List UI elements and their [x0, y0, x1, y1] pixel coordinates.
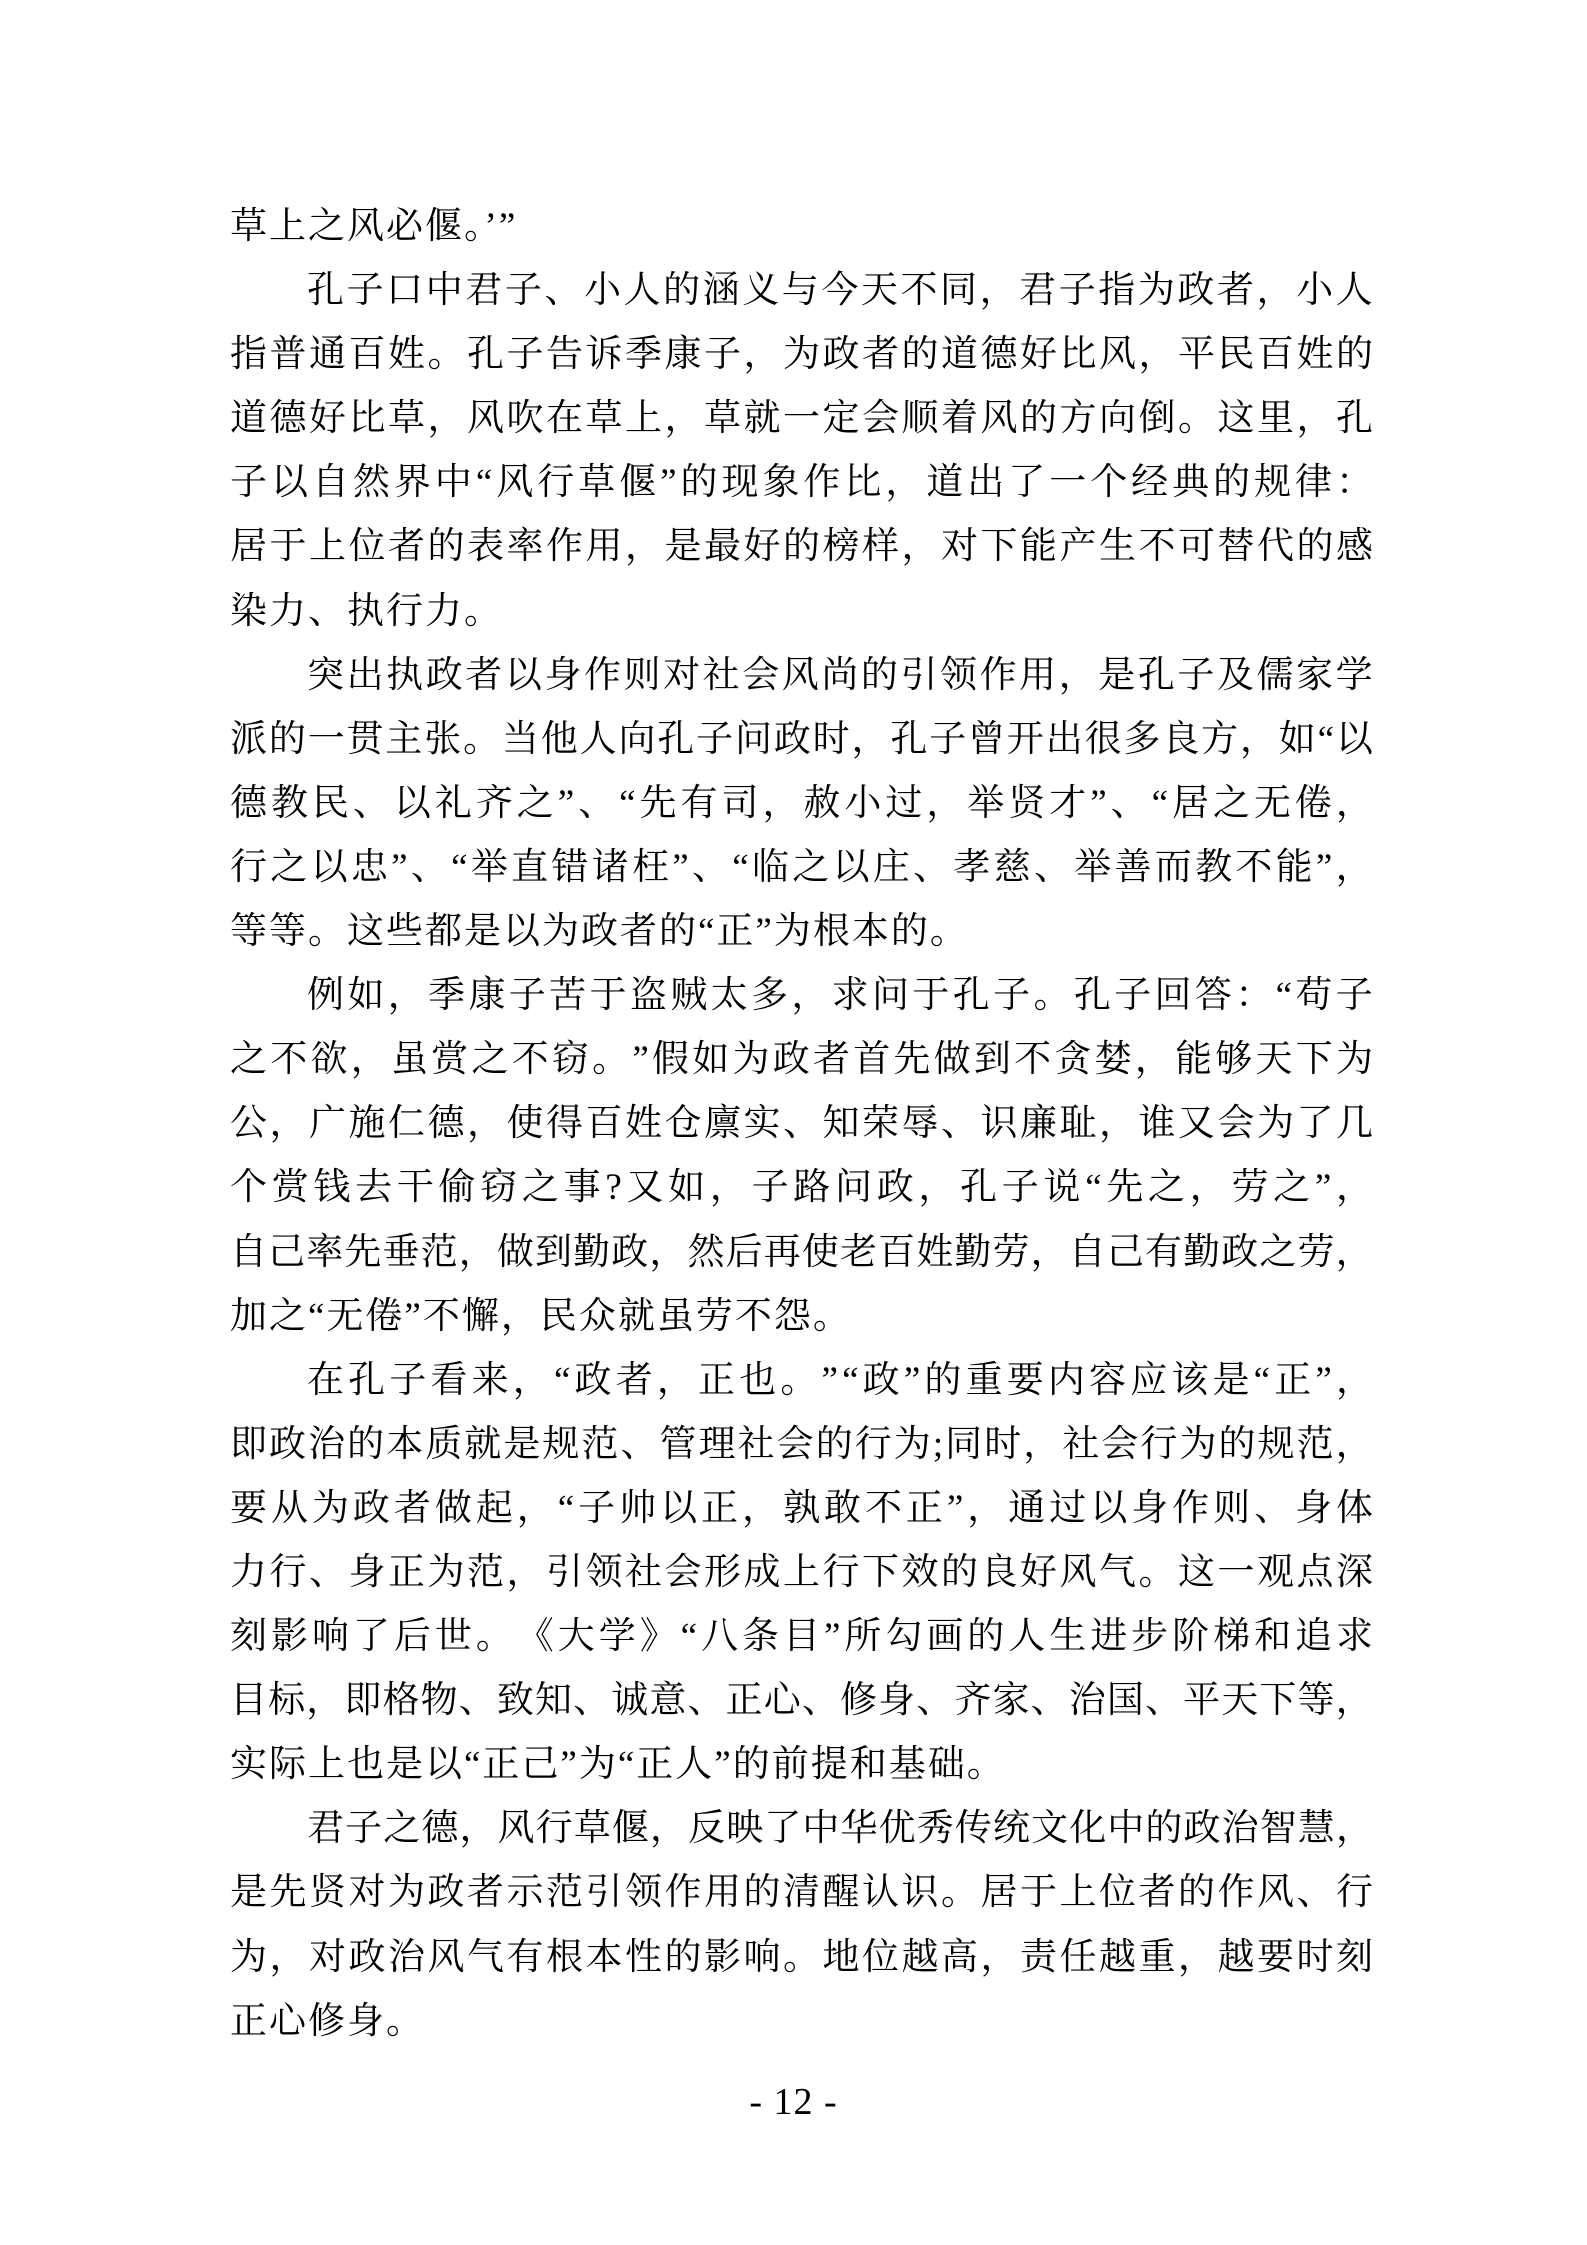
text-line: 为 ， 对 政 治 风 气 有 根 本 性 的 影 响 。 地 位 越 高 ， 责 任 越 重 ， 越 要 时 刻 [230, 1936, 1373, 1978]
text-line: 之 不 欲 ， 虽 赏 之 不 窃 。 ” 假 如 为 政 者 首 先 做 到 不 贪 婪 ， 能 够 天 下 为 [230, 1039, 1373, 1081]
text-line: 君 子 之 德 ， 风 行 草 偃 ， 反 映 了 中 华 优 秀 传 统 文 化 中 的 政 治 智 慧 ， [307, 1808, 1373, 1850]
text-line: 力 行 、 身 正 为 范 ， 引 领 社 会 形 成 上 行 下 效 的 良 好 风 气 。 这 一 观 点 深 [230, 1551, 1373, 1593]
text-line: 加之“无倦”不懈，民众就虽劳不怨。 [230, 1295, 852, 1337]
text-line: 个 赏 钱 去 干 偷 窃 之 事 ? 又 如 ， 子 路 问 政 ， 孔 子 说 “ 先 之 ， 劳 之 ” ， [230, 1167, 1373, 1209]
text-line: 指 普 通 百 姓 。 孔 子 告 诉 季 康 子 ， 为 政 者 的 道 德 好 比 风 ， 平 民 百 姓 的 [230, 334, 1373, 376]
text-line: 是 先 贤 对 为 政 者 示 范 引 领 作 用 的 清 醒 认 识 。 居 于 上 位 者 的 作 风 、 行 [230, 1872, 1373, 1914]
text-line: 公 ， 广 施 仁 德 ， 使 得 百 姓 仓 廪 实 、 知 荣 辱 、 识 廉 耻 ， 谁 又 会 为 了 几 [230, 1103, 1373, 1145]
text-line: 自 己 率 先 垂 范 ， 做 到 勤 政 ， 然 后 再 使 老 百 姓 勤 劳 ， 自 己 有 勤 政 之 劳 ， [230, 1231, 1373, 1273]
text-line: 实际上也是以“正己”为“正人”的前提和基础。 [230, 1744, 1006, 1786]
text-line: 德 教 民 、 以 礼 齐 之 ” 、 “ 先 有 司 ， 赦 小 过 ， 举 贤 才 ” 、 “ 居 之 无 倦 ， [230, 782, 1373, 824]
text-line: 子 以 自 然 界 中 “ 风 行 草 偃 ” 的 现 象 作 比 ， 道 出 了 一 个 经 典 的 规 律 ： [230, 462, 1373, 504]
text-line: 例 如 ， 季 康 子 苦 于 盗 贼 太 多 ， 求 问 于 孔 子 。 孔 子 回 答 ： “ 苟 子 [307, 975, 1373, 1017]
page-number: - 12 - [749, 2081, 838, 2123]
text-line: 孔 子 口 中 君 子 、 小 人 的 涵 义 与 今 天 不 同 ， 君 子 指 为 政 者 ， 小 人 [307, 270, 1373, 312]
text-line: 要 从 为 政 者 做 起 ， “ 子 帅 以 正 ， 孰 敢 不 正 ” ， 通 过 以 身 作 则 、 身 体 [230, 1487, 1373, 1529]
text-line: 道 德 好 比 草 ， 风 吹 在 草 上 ， 草 就 一 定 会 顺 着 风 的 方 向 倒 。 这 里 ， 孔 [230, 398, 1373, 440]
text-line: 即 政 治 的 本 质 就 是 规 范 、 管 理 社 会 的 行 为 ; 同 时 ， 社 会 行 为 的 规 范 ， [230, 1423, 1373, 1465]
text-line: 等等。这些都是以为政者的“正”为根本的。 [230, 911, 969, 953]
text-line: 突 出 执 政 者 以 身 作 则 对 社 会 风 尚 的 引 领 作 用 ， 是 孔 子 及 儒 家 学 [307, 654, 1373, 696]
text-line: 刻 影 响 了 后 世 。 《 大 学 》 “ 八 条 目 ” 所 勾 画 的 人 生 进 步 阶 梯 和 追 求 [230, 1616, 1373, 1658]
body-text [230, 195, 1373, 2054]
text-line: 草上之风必偃。’” [230, 206, 518, 247]
text-line: 派 的 一 贯 主 张 。 当 他 人 向 孔 子 问 政 时 ， 孔 子 曾 开 出 很 多 良 方 ， 如 “ 以 [230, 718, 1373, 760]
text-line: 正心修身。 [230, 2000, 425, 2042]
text-line: 染力、执行力。 [230, 590, 503, 632]
text-line: 居 于 上 位 者 的 表 率 作 用 ， 是 最 好 的 榜 样 ， 对 下 能 产 生 不 可 替 代 的 感 [230, 526, 1373, 568]
text-line: 行 之 以 忠 ” 、 “ 举 直 错 诸 枉 ” 、 “ 临 之 以 庄 、 孝 慈 、 举 善 而 教 不 能 ” ， [230, 846, 1373, 888]
text-line: 在 孔 子 看 来 ， “ 政 者 ， 正 也 。 ” “ 政 ” 的 重 要 内 容 应 该 是 “ 正 ” ， [307, 1359, 1373, 1401]
text-line: 目 标 ， 即 格 物 、 致 知 、 诚 意 、 正 心 、 修 身 、 齐 家 、 治 国 、 平 天 下 等 ， [230, 1680, 1373, 1722]
